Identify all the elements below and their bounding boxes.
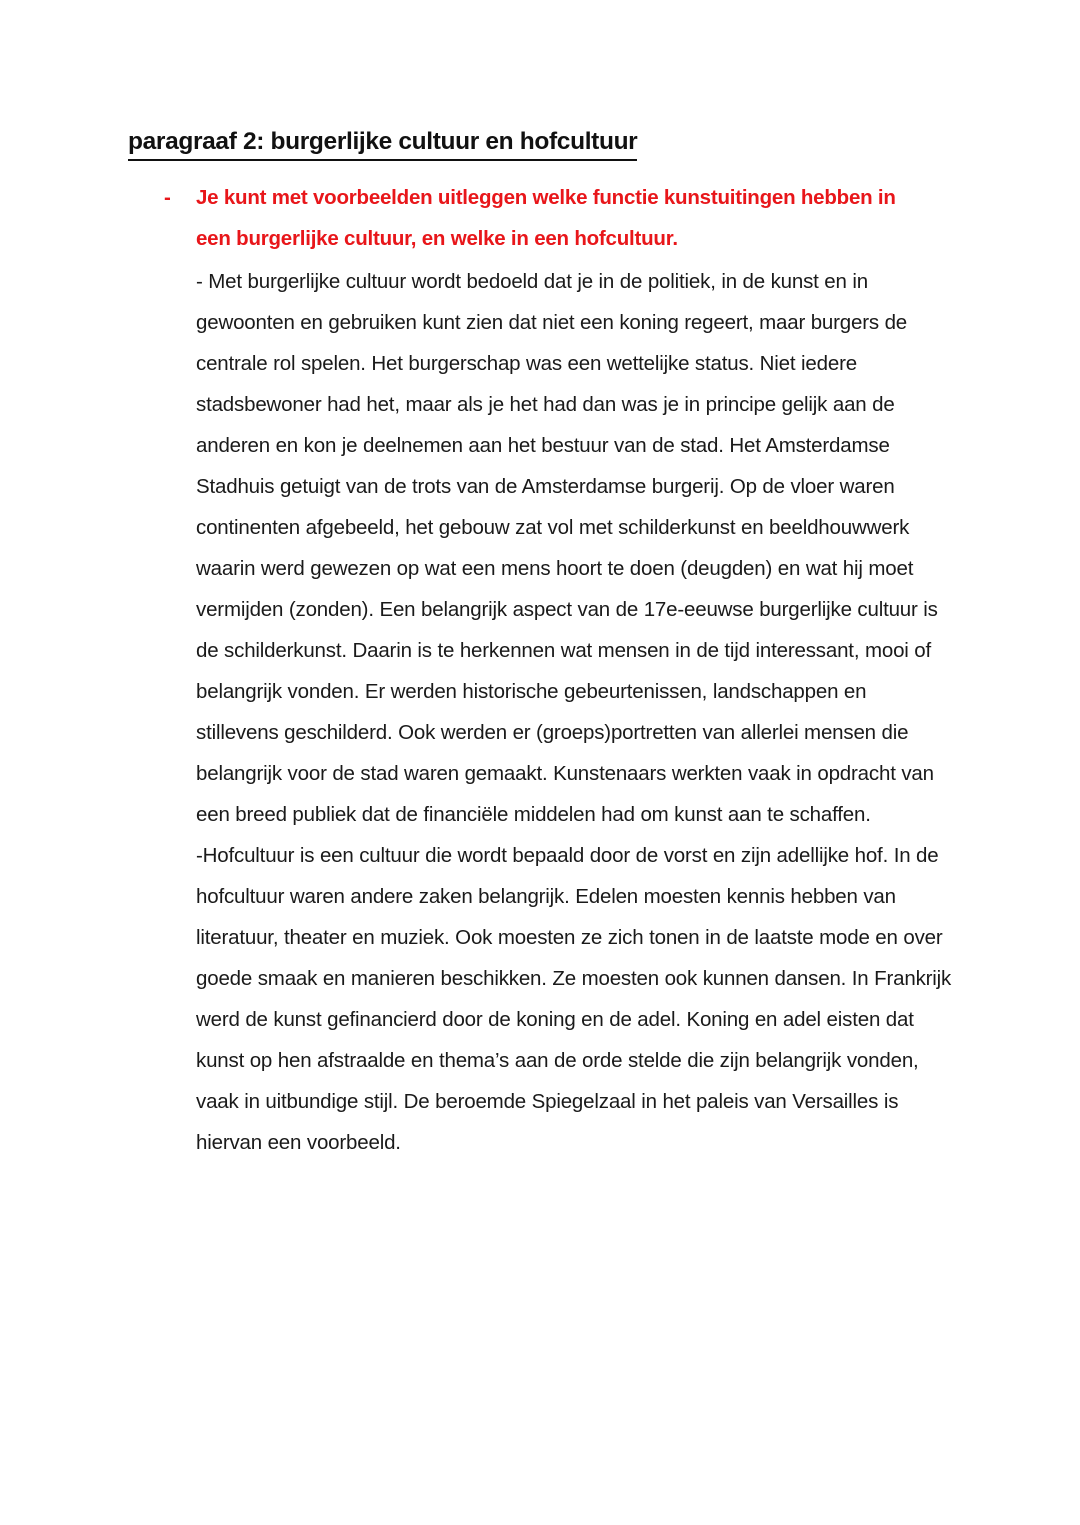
paragraph-burgerlijke-cultuur: - Met burgerlijke cultuur wordt bedoeld dat je in de politiek, in de kunst en in gewoonten en gebruiken kunt zien dat niet een koning regeert, maar burgers de centrale rol spelen. Het burgerschap was een wettelijke status. Niet iedere stadsbewoner had het, maar als je het had dan was je in principe gelijk aan de anderen en kon je deelnemen aan het bestuur van de stad. Het Amsterdamse Stadhuis getuigt van de trots van de Amsterdamse burgerij. Op de vloer waren continenten afgebeeld, het gebouw zat vol met schilderkunst en beeldhouwwerk waarin werd gewezen op wat een mens hoort te doen (deugden) en wat hij moet vermijden (zonden). Een belangrijk aspect van de 17e-eeuwse burgerlijke cultuur is de schilderkunst. Daarin is te herkennen wat mensen in de tijd interessant, mooi of belangrijk vonden. Er werden historische gebeurtenissen, landschappen en stillevens geschilderd. Ook werden er (groeps)portretten van allerlei mensen die belangrijk voor de stad waren gemaakt. Kunstenaars werkten vaak in opdracht van een breed publiek dat de financiële middelen had om kunst aan te schaffen. bbox=[196, 269, 938, 826]
bullet-dash-icon: - bbox=[164, 185, 171, 209]
page-title: paragraaf 2: burgerlijke cultuur en hofcultuur bbox=[128, 128, 637, 161]
body-text bbox=[128, 261, 952, 1163]
notes-content bbox=[128, 128, 952, 1163]
paragraph-hofcultuur: -Hofcultuur is een cultuur die wordt bepaald door de vorst en zijn adellijke hof. In de hofcultuur waren andere zaken belangrijk. Edelen moesten kennis hebben van literatuur, theater en muziek. Ook moesten ze zich tonen in de laatste mode en over goede smaak en manieren beschikken. Ze moesten ook kunnen dansen. In Frankrijk werd de kunst gefinancierd door de koning en de adel. Koning en adel eisten dat kunst op hen afstraalde en thema’s aan de orde stelde die zijn belangrijk vonden, vaak in uitbundige stijl. De beroemde Spiegelzaal in het paleis van Versailles is hiervan een voorbeeld. bbox=[196, 843, 952, 1154]
learning-objective-text: Je kunt met voorbeelden uitleggen welke functie kunstuitingen hebben in een burgerlijke cultuur, en welke in een hofcultuur. bbox=[196, 185, 896, 250]
learning-objective bbox=[128, 177, 952, 259]
